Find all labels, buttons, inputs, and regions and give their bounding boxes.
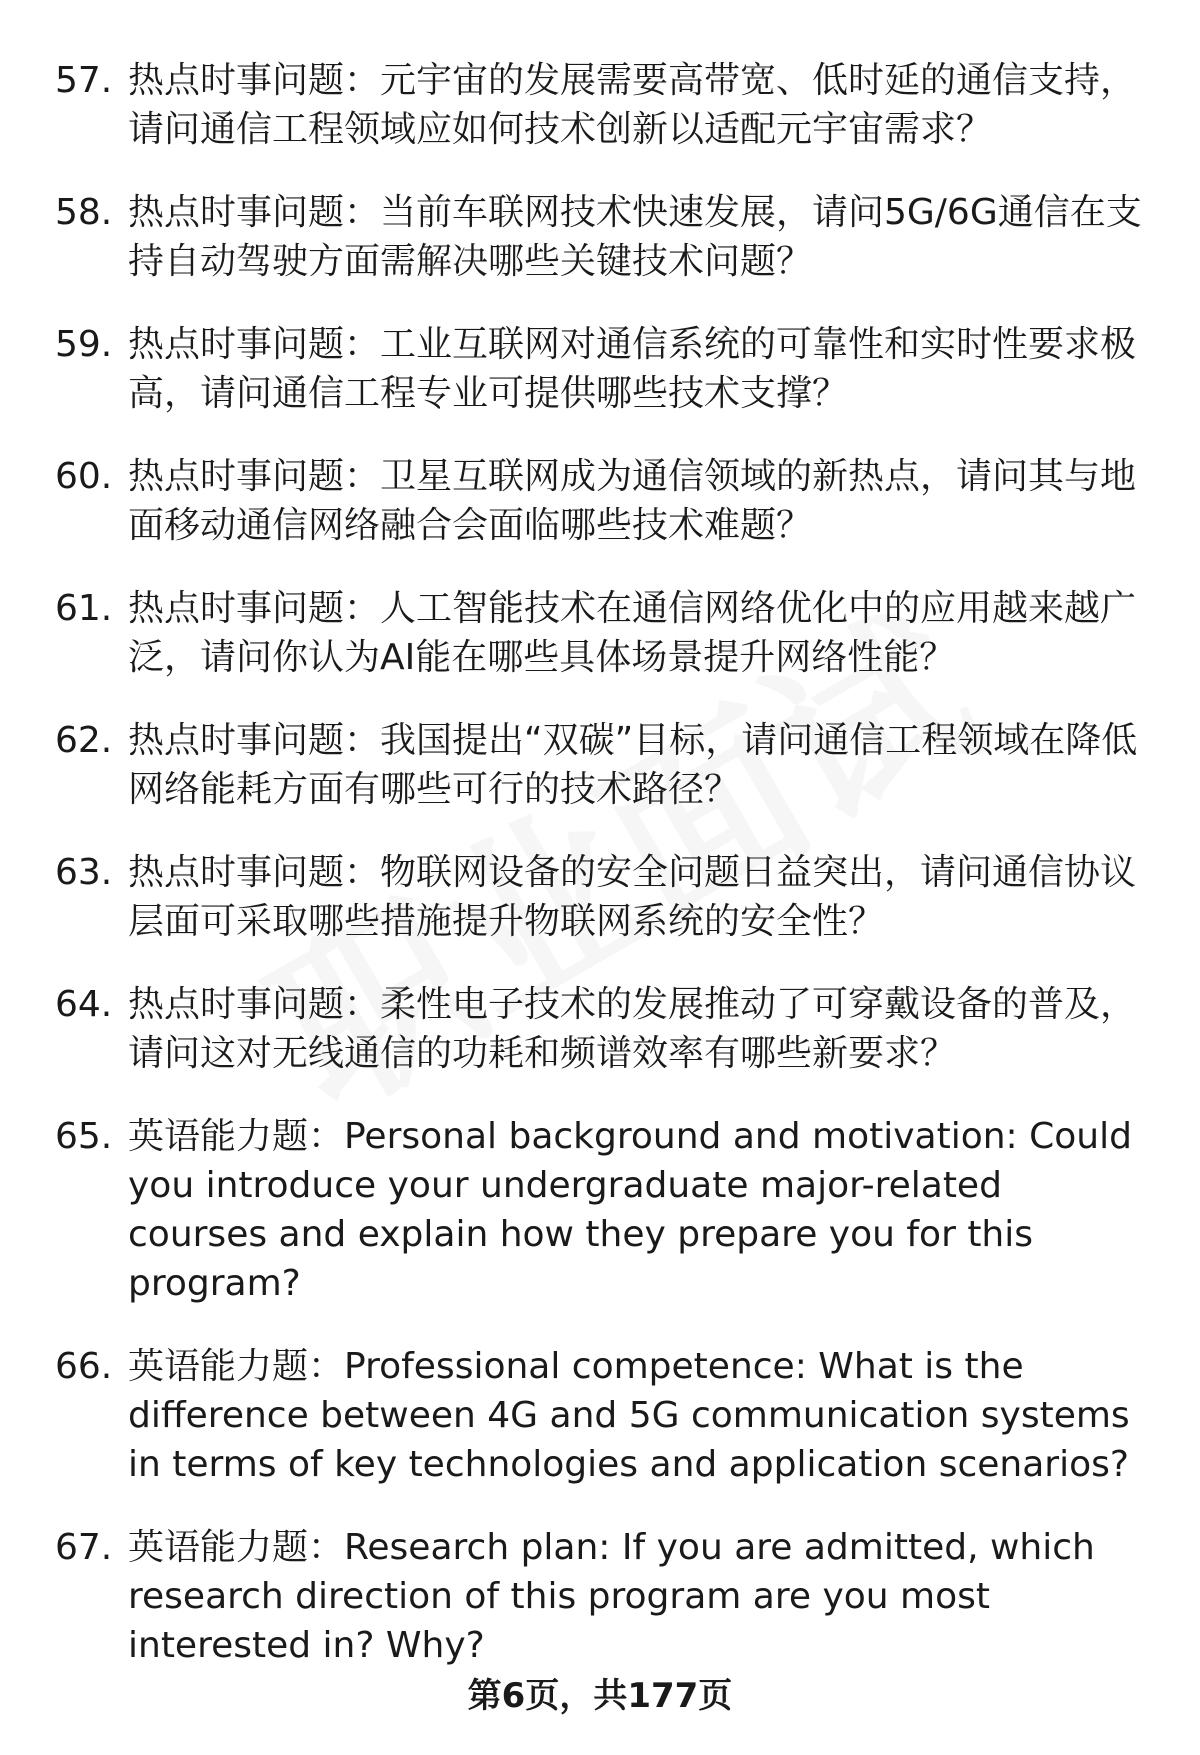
question-text: 热点时事问题：当前车联网技术快速发展，请问5G/6G通信在支持自动驾驶方面需解决哪些关键技术问题？ [128,192,1142,282]
question-text: 热点时事问题：卫星互联网成为通信领域的新热点，请问其与地面移动通信网络融合会面临哪些技术难题？ [128,456,1137,546]
question-item [55,848,1145,946]
question-item [55,584,1145,682]
question-number: 58. [55,192,113,233]
question-text: 热点时事问题：物联网设备的安全问题日益突出，请问通信协议层面可采取哪些措施提升物联网系统的安全性？ [128,852,1137,942]
question-text: 热点时事问题：元宇宙的发展需要高带宽、低时延的通信支持，请问通信工程领域应如何技术创新以适配元宇宙需求？ [128,60,1137,150]
question-item [55,56,1145,154]
question-item [55,1342,1145,1489]
page-footer [0,1674,1200,1718]
question-number: 60. [55,456,113,497]
question-item [55,188,1145,286]
question-item [55,1112,1145,1308]
question-list [55,56,1145,1704]
question-number: 59. [55,324,113,365]
question-number: 65. [55,1116,113,1157]
question-number: 61. [55,588,113,629]
question-text: 英语能力题：Professional competence: What is the difference between 4G and 5G communication systems in terms of key technologies and application scenarios? [128,1346,1130,1485]
question-item [55,452,1145,550]
question-text: 热点时事问题：柔性电子技术的发展推动了可穿戴设备的普及，请问这对无线通信的功耗和频谱效率有哪些新要求？ [128,984,1137,1074]
question-number: 67. [55,1527,113,1568]
question-text: 热点时事问题：人工智能技术在通信网络优化中的应用越来越广泛，请问你认为AI能在哪些具体场景提升网络性能？ [128,588,1137,678]
question-number: 64. [55,984,113,1025]
question-number: 66. [55,1346,113,1387]
question-text: 热点时事问题：工业互联网对通信系统的可靠性和实时性要求极高，请问通信工程专业可提供哪些技术支撑？ [128,324,1137,414]
question-text: 英语能力题：Research plan: If you are admitted, which research direction of this program are you most interested in? Why? [128,1527,1095,1666]
question-item [55,980,1145,1078]
question-item [55,320,1145,418]
question-item [55,1523,1145,1670]
question-number: 63. [55,852,113,893]
question-number: 57. [55,60,113,101]
question-number: 62. [55,720,113,761]
question-text: 英语能力题：Personal background and motivation: Could you introduce your undergraduate major-related courses and explain how they prepare you for this program? [128,1116,1132,1304]
question-text: 热点时事问题：我国提出“双碳”目标，请问通信工程领域在降低网络能耗方面有哪些可行的技术路径？ [128,720,1138,810]
question-item [55,716,1145,814]
page-number-label: 第6页，共177页 [467,1676,733,1716]
